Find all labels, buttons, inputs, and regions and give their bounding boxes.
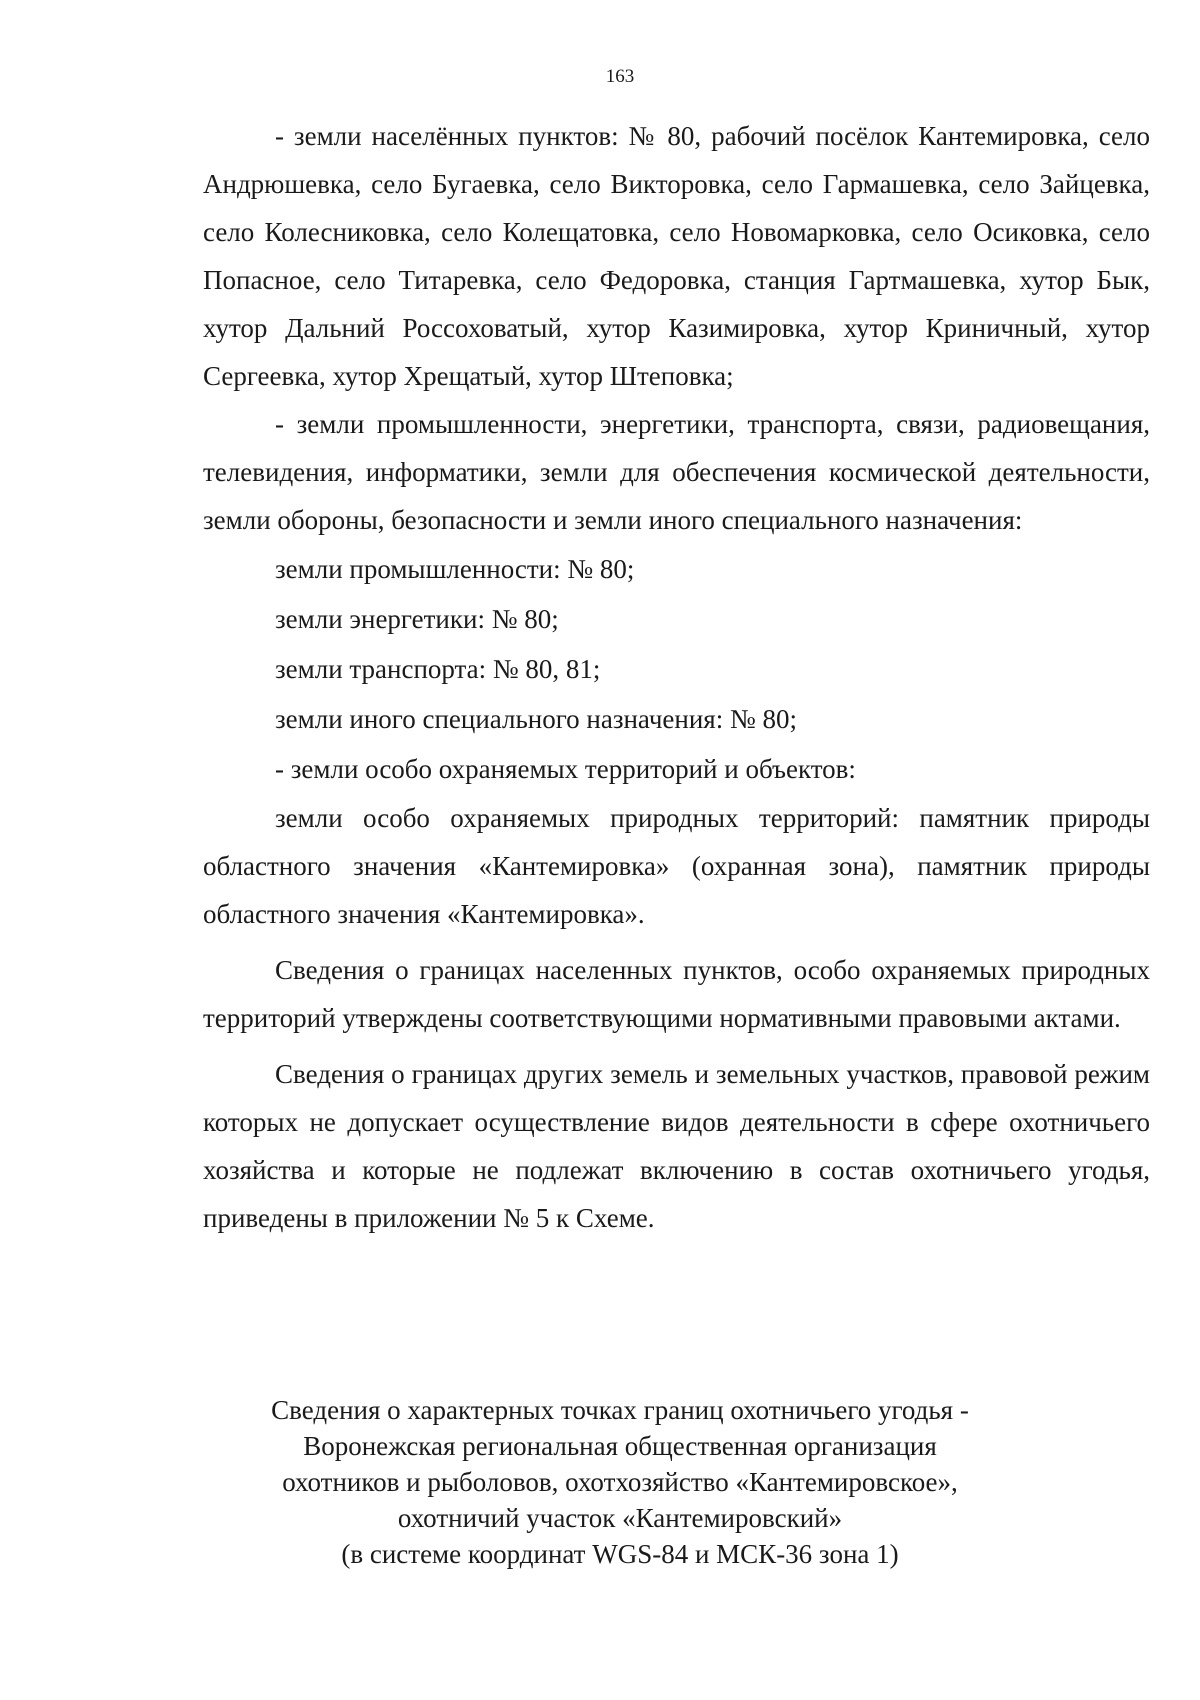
section-heading <box>0 1392 1200 1572</box>
list-item-transport: земли транспорта: № 80, 81; <box>275 654 601 684</box>
list-item-energy: земли энергетики: № 80; <box>275 604 559 634</box>
heading-line: охотников и рыболовов, охотхозяйство «Кантемировское», <box>282 1467 958 1497</box>
list-item-industry: земли промышленности: № 80; <box>275 554 635 584</box>
paragraph-boundaries-info: Сведения о границах населенных пунктов, особо охраняемых природных территорий утверждены соответствующими нормативными правовыми актами. <box>203 955 1150 1033</box>
list-item-special: земли иного специального назначения: № 80; <box>275 704 797 734</box>
heading-line: Сведения о характерных точках границ охотничьего угодья - <box>271 1395 969 1425</box>
paragraph-protected-natural: земли особо охраняемых природных территорий: памятник природы областного значения «Кантемировка» (охранная зона), памятник природы областного значения «Кантемировка». <box>203 803 1150 929</box>
body-text <box>203 112 1150 1242</box>
list-item-protected: - земли особо охраняемых территорий и объектов: <box>275 754 856 784</box>
paragraph-industry-lands: - земли промышленности, энергетики, транспорта, связи, радиовещания, телевидения, информатики, земли для обеспечения космической деятельности, земли обороны, безопасности и земли иного специального назначения: <box>203 409 1150 535</box>
heading-line: Воронежская региональная общественная организация <box>303 1431 937 1461</box>
heading-line: (в системе координат WGS-84 и МСК-36 зона 1) <box>341 1539 899 1569</box>
heading-line: охотничий участок «Кантемировский» <box>397 1503 843 1533</box>
paragraph-other-lands: Сведения о границах других земель и земельных участков, правовой режим которых не допускает осуществление видов деятельности в сфере охотничьего хозяйства и которые не подлежат включению в состав охотничьего угодья, приведены в приложении № 5 к Схеме. <box>203 1059 1150 1233</box>
paragraph-settlement-lands: - земли населённых пунктов: № 80, рабочий посёлок Кантемировка, село Андрюшевка, село Бугаевка, село Викторовка, село Гармашевка, село Зайцевка, село Колесниковка, село Колещатовка, село Новомарковка, село Осиковка, село Попасное, село Титаревка, село Федоровка, станция Гартмашевка, хутор Бык, хутор Дальний Россоховатый, хутор Казимировка, хутор Криничный, хутор Сергеевка, хутор Хрещатый, хутор Штеповка; <box>203 121 1150 391</box>
page-number: 163 <box>605 66 635 87</box>
